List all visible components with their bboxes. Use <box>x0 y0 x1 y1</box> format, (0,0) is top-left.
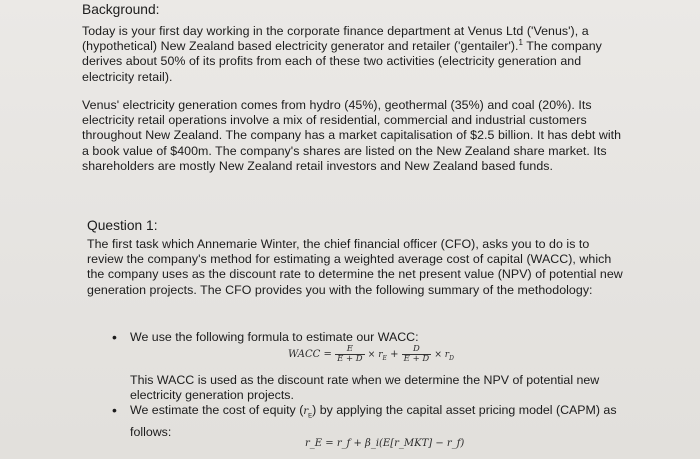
bullet-1-marker: • <box>112 329 117 345</box>
after-formula-text: This WACC is used as the discount rate when we determine the NPV of potential new electricity generation projects. <box>130 373 600 403</box>
background-heading: Background: <box>82 2 160 17</box>
bullet-2-marker: • <box>112 402 117 418</box>
p1-text: Today is your first day working in the corporate finance department at Venus Ltd ('Venus'), a (hypothetical) New Zealand based electricity generator and retailer ('gentailer'). <box>82 24 589 54</box>
wacc-lhs: WACC = <box>288 349 332 360</box>
capm-formula: r_E = r_f + β_i(E[r_MKT] − r_f) <box>305 438 465 449</box>
question-heading: Question 1: <box>87 218 158 233</box>
p1-text-cont: The company derives about 50% of its profits from each of these two activities (electricity generation and electricity retail). <box>82 39 602 84</box>
footnote-marker: 1 <box>518 38 524 48</box>
wacc-formula: WACC = $\frac{E}{E + D}$ × $r_E$ + $\frac{D}{E + D}$ × $r_D$ <box>288 344 454 364</box>
question-intro: The first task which Annemarie Winter, the chief financial officer (CFO), asks you to do is to review the company's method for estimating a weighted average cost of capital (WACC), which the company uses as the discount rate to determine the net present value (NPV) of potential new generation projects. The CFO provides you with the following summary of the methodology: <box>87 237 623 297</box>
debt-fraction: $\frac{D}{E + D}$ <box>403 344 430 364</box>
equity-fraction: $\frac{E}{E + D}$ <box>337 344 363 364</box>
bullet-2-text: We estimate the cost of equity $(r_E)$ by applying the capital asset pricing model (CAPM) as follows: <box>130 403 617 439</box>
background-paragraph-1 <box>82 24 622 85</box>
bullet-1-text: We use the following formula to estimate our WACC: <box>130 330 419 344</box>
background-paragraph-2: Venus' electricity generation comes from hydro (45%), geothermal (35%) and coal (20%). Its electricity retail operations involve a mix of residential, commercial and industrial customers throughout New Zealand. The company has a market capitalisation of $2.5 billion. It has debt with a book value of $400m. The company's shares are listed on the New Zealand share market. Its shareholders are mostly New Zealand retail investors and New Zealand based funds. <box>82 98 622 173</box>
